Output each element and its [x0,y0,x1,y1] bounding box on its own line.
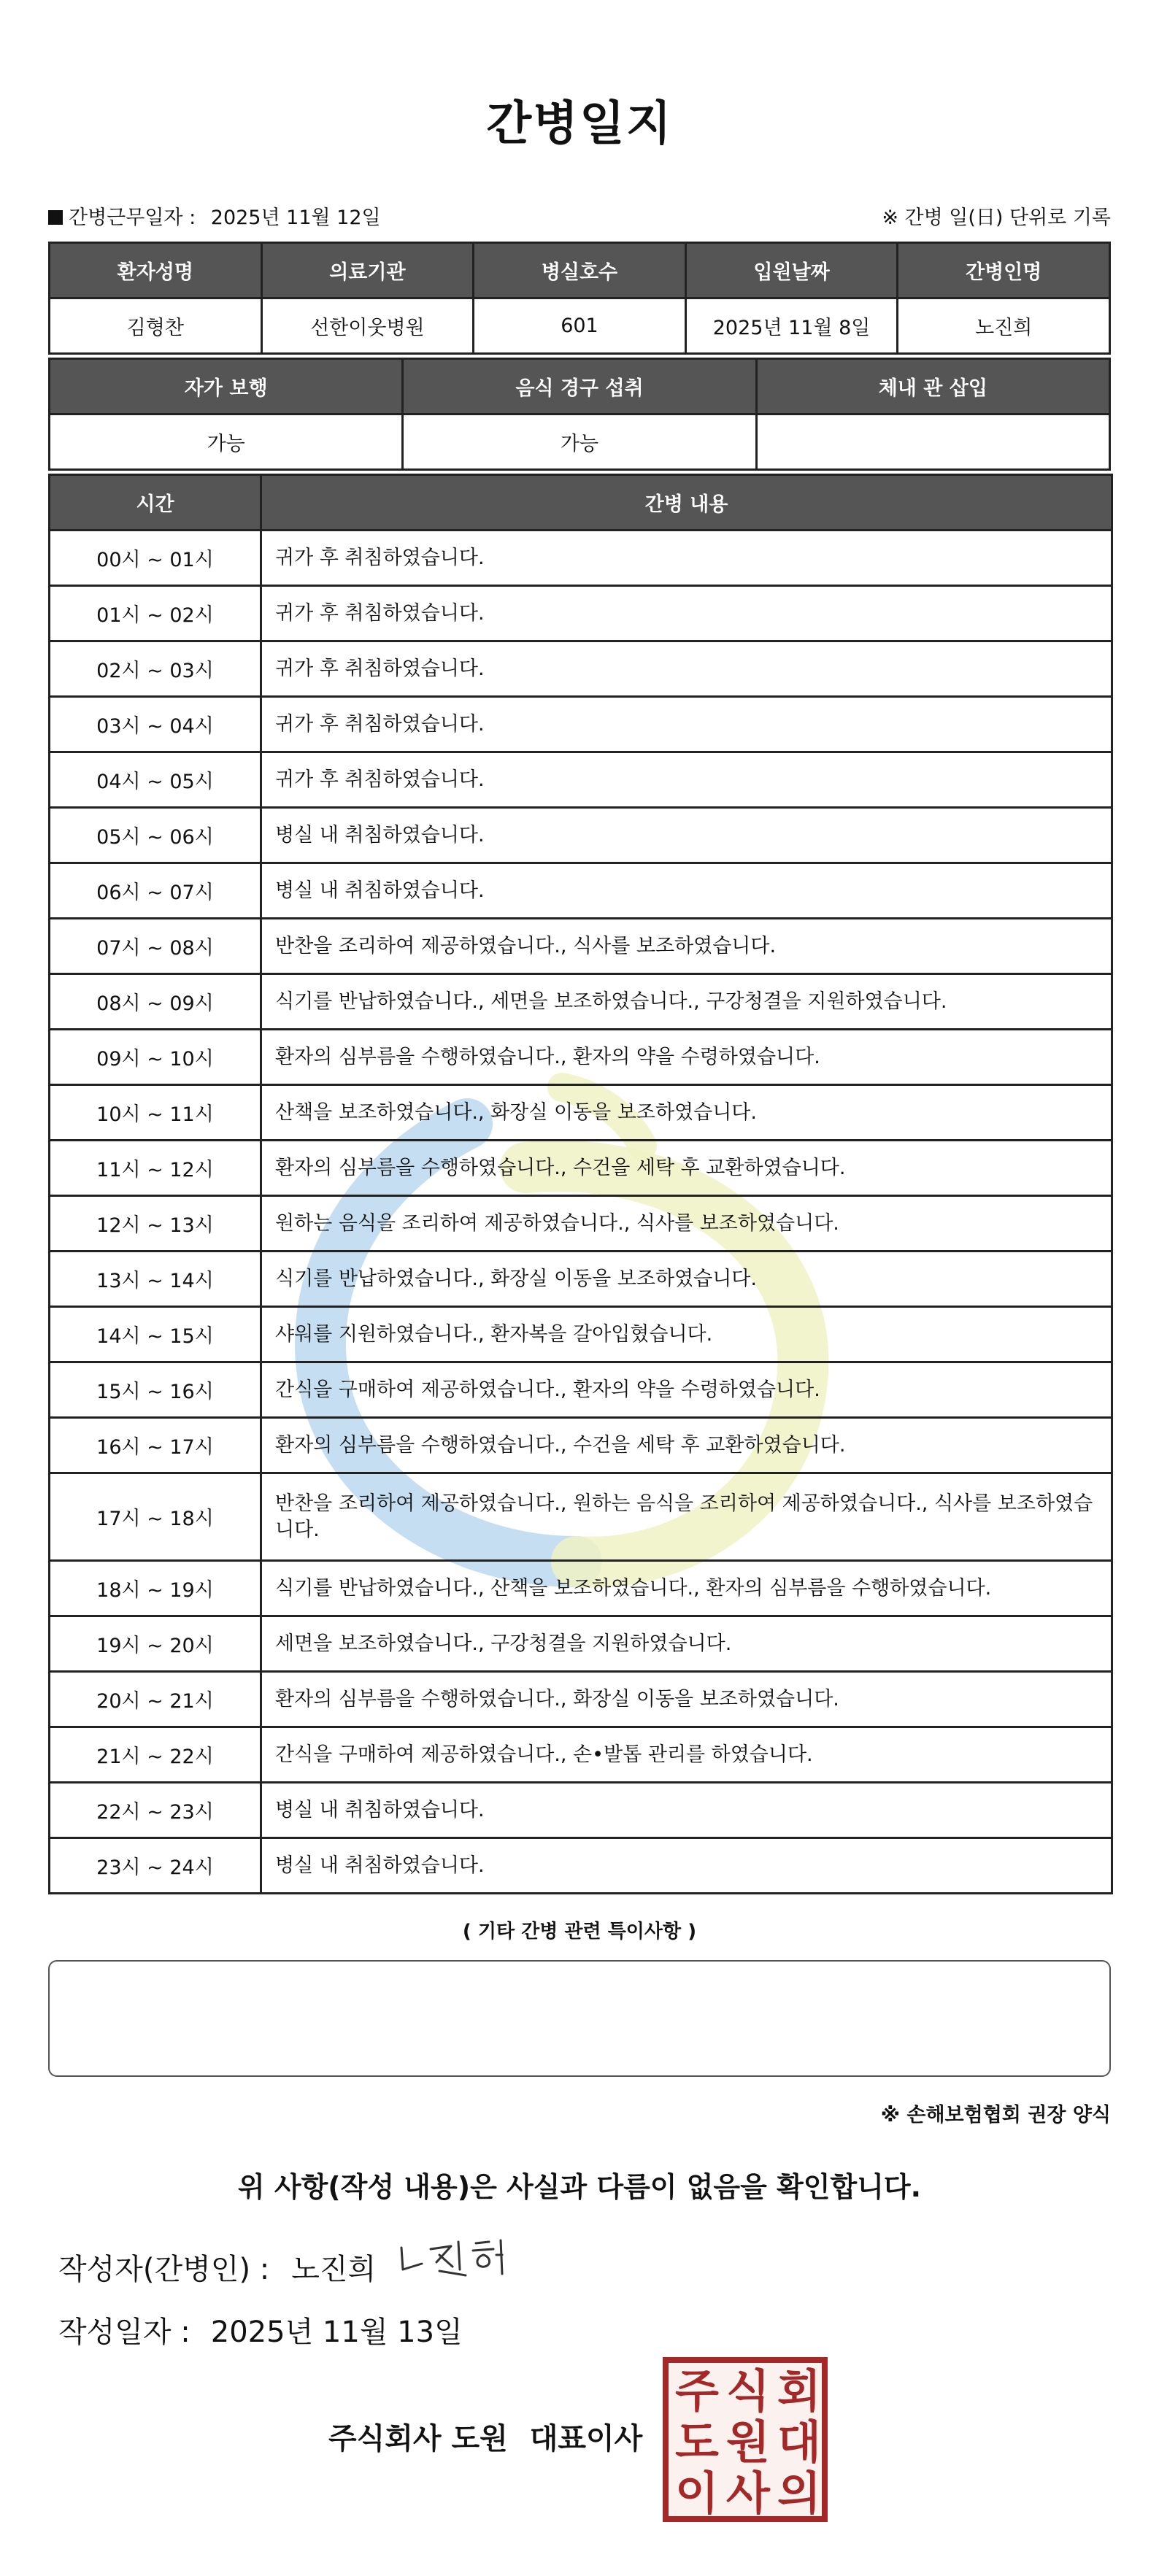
content-cell: 원하는 음식을 조리하여 제공하였습니다., 식사를 보조하였습니다. [261,1196,1112,1252]
time-cell: 17시 ~ 18시 [50,1473,261,1561]
time-cell: 01시 ~ 02시 [50,586,261,641]
table-row [50,919,1112,974]
content-cell: 병실 내 취침하였습니다. [261,1838,1112,1894]
square-bullet-icon [48,210,63,225]
content-cell: 간식을 구매하여 제공하였습니다., 환자의 약을 수령하였습니다. [261,1362,1112,1418]
header-tube-insertion: 체내 관 삽입 [756,359,1109,414]
table-row [50,641,1112,697]
work-date-label: 간병근무일자 : [69,207,196,229]
patient-info-values [50,298,1110,354]
patient-info-header [50,243,1110,298]
care-log-table [48,474,1113,1894]
time-cell: 22시 ~ 23시 [50,1783,261,1838]
seal-char: 식 [726,2364,770,2418]
content-cell: 반찬을 조리하여 제공하였습니다., 식사를 보조하였습니다. [261,919,1112,974]
record-unit-note: ※ 간병 일(日) 단위로 기록 [882,207,1111,229]
time-cell: 11시 ~ 12시 [50,1141,261,1196]
seal-char: 대 [777,2415,821,2469]
page-title: 간병일지 [486,97,673,151]
time-cell: 03시 ~ 04시 [50,697,261,752]
table-row [50,1252,1112,1307]
seal-char: 사 [726,2467,770,2520]
writer-label: 작성자(간병인) : [58,2253,270,2286]
table-row [50,1727,1112,1783]
seal-char: 원 [726,2415,770,2469]
content-cell: 식기를 반납하였습니다., 화장실 이동을 보조하였습니다. [261,1252,1112,1307]
content-cell: 산책을 보조하였습니다., 화장실 이동을 보조하였습니다. [261,1085,1112,1141]
patient-status-values [50,414,1110,470]
time-cell: 06시 ~ 07시 [50,863,261,919]
time-cell: 13시 ~ 14시 [50,1252,261,1307]
header-room-number: 병실호수 [474,243,686,298]
hospital-name: 선한이웃병원 [261,298,474,354]
time-cell: 18시 ~ 19시 [50,1561,261,1616]
table-row [50,863,1112,919]
content-cell: 식기를 반납하였습니다., 산책을 보조하였습니다., 환자의 심부름을 수행하였습니다. [261,1561,1112,1616]
patient-status-table [48,358,1111,471]
content-cell: 병실 내 취침하였습니다. [261,863,1112,919]
header-oral-intake: 음식 경구 섭취 [403,359,756,414]
header-care-content: 간병 내용 [261,475,1112,531]
time-cell: 08시 ~ 09시 [50,974,261,1030]
oral-intake-value: 가능 [403,414,756,470]
header-hospital: 의료기관 [261,243,474,298]
content-cell: 간식을 구매하여 제공하였습니다., 손•발톱 관리를 하였습니다. [261,1727,1112,1783]
header-self-walking: 자가 보행 [50,359,403,414]
content-cell: 환자의 심부름을 수행하였습니다., 수건을 세탁 후 교환하였습니다. [261,1141,1112,1196]
written-date-label: 작성일자 : [58,2315,190,2349]
content-cell: 귀가 후 취침하였습니다. [261,531,1112,586]
caregiver-name: 노진희 [898,298,1110,354]
special-notes-box [48,1960,1111,2077]
self-walking-value: 가능 [50,414,403,470]
time-cell: 07시 ~ 08시 [50,919,261,974]
content-cell: 병실 내 취침하였습니다. [261,808,1112,863]
patient-info-table [48,242,1111,355]
time-cell: 14시 ~ 15시 [50,1307,261,1362]
writer-line [58,2246,376,2288]
content-cell: 귀가 후 취침하였습니다. [261,752,1112,808]
content-cell: 식기를 반납하였습니다., 세면을 보조하였습니다., 구강청결을 지원하였습니다. [261,974,1112,1030]
time-cell: 21시 ~ 22시 [50,1727,261,1783]
handwritten-signature [394,2233,525,2284]
time-cell: 16시 ~ 17시 [50,1418,261,1473]
table-row [50,808,1112,863]
table-row [50,1307,1112,1362]
table-row [50,1418,1112,1473]
table-row [50,1473,1112,1561]
time-cell: 10시 ~ 11시 [50,1085,261,1141]
table-row [50,531,1112,586]
care-log-header [50,475,1112,531]
time-cell: 02시 ~ 03시 [50,641,261,697]
time-cell: 12시 ~ 13시 [50,1196,261,1252]
work-date [48,201,381,230]
company-name: 주식회사 도원 [328,2422,508,2456]
seal-char: 이 [675,2467,719,2520]
content-cell: 환자의 심부름을 수행하였습니다., 수건을 세탁 후 교환하였습니다. [261,1418,1112,1473]
special-notes-title: ( 기타 간병 관련 특이사항 ) [462,1921,697,1943]
header-time: 시간 [50,475,261,531]
time-cell: 00시 ~ 01시 [50,531,261,586]
header-admission-date: 입원날짜 [685,243,898,298]
content-cell: 샤워를 지원하였습니다., 환자복을 갈아입혔습니다. [261,1307,1112,1362]
content-cell: 환자의 심부름을 수행하였습니다., 화장실 이동을 보조하였습니다. [261,1672,1112,1727]
seal-char: 회 [777,2364,821,2418]
seal-char: 주 [675,2364,719,2418]
content-cell: 귀가 후 취침하였습니다. [261,697,1112,752]
table-row [50,697,1112,752]
table-row [50,974,1112,1030]
company-seal [663,2357,828,2522]
written-date-line [58,2309,463,2351]
work-date-value: 2025년 11월 12일 [210,207,381,229]
recommended-form-note: ※ 손해보험협회 권장 양식 [880,2104,1111,2126]
admission-date: 2025년 11월 8일 [685,298,898,354]
table-row [50,586,1112,641]
table-row [50,1783,1112,1838]
content-cell: 세면을 보조하였습니다., 구강청결을 지원하였습니다. [261,1616,1112,1672]
content-cell: 반찬을 조리하여 제공하였습니다., 원하는 음식을 조리하여 제공하였습니다., 식사를 보조하였습니다. [261,1473,1112,1561]
written-date-value: 2025년 11월 13일 [210,2315,463,2349]
time-cell: 20시 ~ 21시 [50,1672,261,1727]
company-line [328,2415,642,2457]
meta-row [48,201,1111,228]
time-cell: 05시 ~ 06시 [50,808,261,863]
table-row [50,1030,1112,1085]
writer-name: 노진희 [291,2253,377,2286]
confirmation-statement: 위 사항(작성 내용)은 사실과 다름이 없음을 확인합니다. [237,2171,922,2203]
content-cell: 환자의 심부름을 수행하였습니다., 환자의 약을 수령하였습니다. [261,1030,1112,1085]
time-cell: 19시 ~ 20시 [50,1616,261,1672]
company-rep: 대표이사 [529,2422,643,2456]
header-caregiver-name: 간병인명 [898,243,1110,298]
content-cell: 병실 내 취침하였습니다. [261,1783,1112,1838]
time-cell: 04시 ~ 05시 [50,752,261,808]
table-row [50,1838,1112,1894]
room-number: 601 [474,298,686,354]
time-cell: 15시 ~ 16시 [50,1362,261,1418]
tube-insertion-value [756,414,1109,470]
table-row [50,1196,1112,1252]
content-cell: 귀가 후 취침하였습니다. [261,586,1112,641]
table-row [50,1141,1112,1196]
table-row [50,1362,1112,1418]
time-cell: 23시 ~ 24시 [50,1838,261,1894]
table-row [50,1561,1112,1616]
time-cell: 09시 ~ 10시 [50,1030,261,1085]
seal-char: 의 [777,2467,821,2520]
seal-char: 도 [675,2415,719,2469]
header-patient-name: 환자성명 [50,243,262,298]
table-row [50,1672,1112,1727]
patient-name: 김형찬 [50,298,262,354]
table-row [50,1616,1112,1672]
patient-status-header [50,359,1110,414]
table-row [50,1085,1112,1141]
content-cell: 귀가 후 취침하였습니다. [261,641,1112,697]
table-row [50,752,1112,808]
